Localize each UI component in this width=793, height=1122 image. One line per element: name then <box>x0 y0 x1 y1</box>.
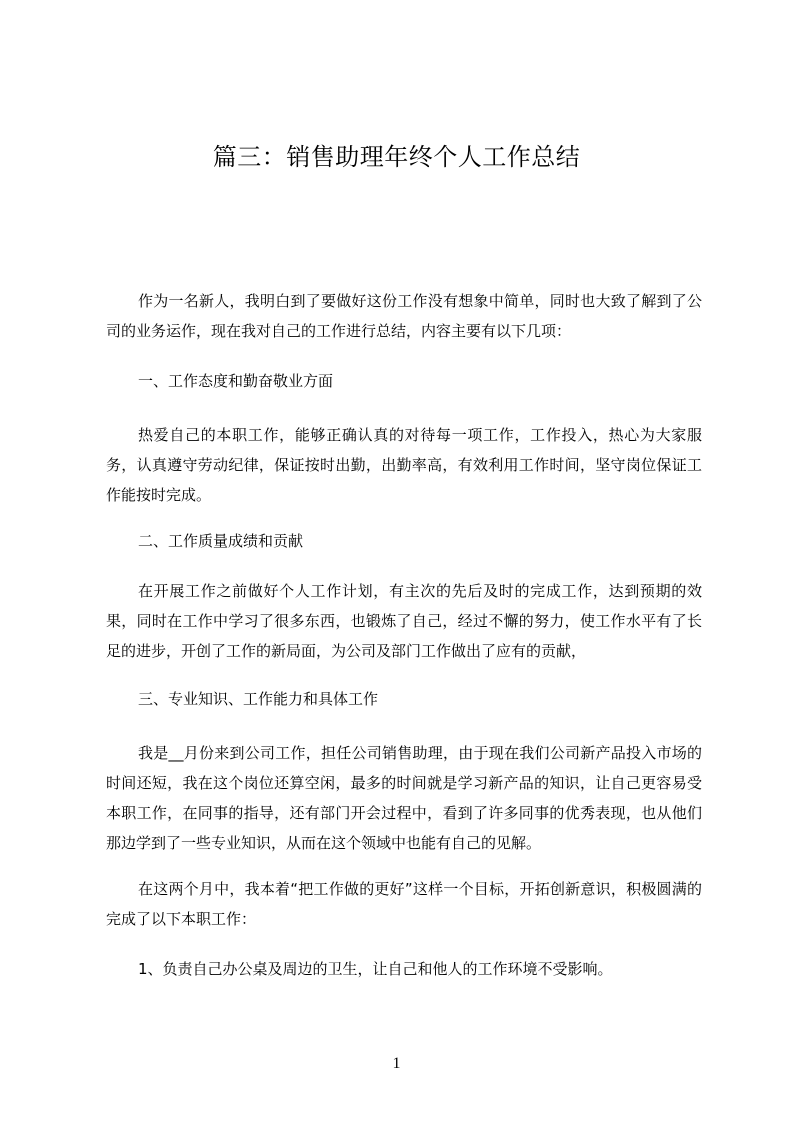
section-heading-3: 三、专业知识、工作能力和具体工作 <box>138 690 379 708</box>
section-heading-2: 二、工作质量成绩和贡献 <box>138 532 304 550</box>
section-paragraph-1: 热爱自己的本职工作，能够正确认真的对待每一项工作，工作投入，热心为大家服务，认真遵守劳动纪律，保证按时出勤，出勤率高，有效利用工作时间，坚守岗位保证工作能按时完成。 <box>106 426 702 504</box>
intro-paragraph: 作为一名新人，我明白到了要做好这份工作没有想象中简单，同时也大致了解到了公司的业务运作，现在我对自己的工作进行总结，内容主要有以下几项： <box>106 292 702 340</box>
document-title: 篇三：销售助理年终个人工作总结 <box>212 143 581 171</box>
list-item: 1、负责自己办公桌及周边的卫生，让自己和他人的工作环境不受影响。 <box>138 960 613 978</box>
section-heading-1: 一、工作态度和勤奋敬业方面 <box>138 372 334 390</box>
closing-paragraph: 在这两个月中，我本着“把工作做的更好”这样一个目标，开拓创新意识，积极圆满的完成了以下本职工作： <box>106 880 702 928</box>
page-number: 1 <box>392 1055 401 1072</box>
section-paragraph-3: 我是__月份来到公司工作，担任公司销售助理，由于现在我们公司新产品投入市场的时间还短，我在这个岗位还算空闲，最多的时间就是学习新产品的知识，让自己更容易受本职工作，在同事的指导，还有部门开会过程中，看到了许多同事的优秀表现，也从他们那边学到了一些专业知识，从而在这个领域中也能有自己的见解。 <box>106 744 702 852</box>
section-paragraph-2: 在开展工作之前做好个人工作计划，有主次的先后及时的完成工作，达到预期的效果，同时在工作中学习了很多东西，也锻炼了自己，经过不懈的努力，使工作水平有了长足的进步，开创了工作的新局面，为公司及部门工作做出了应有的贡献， <box>106 582 702 660</box>
